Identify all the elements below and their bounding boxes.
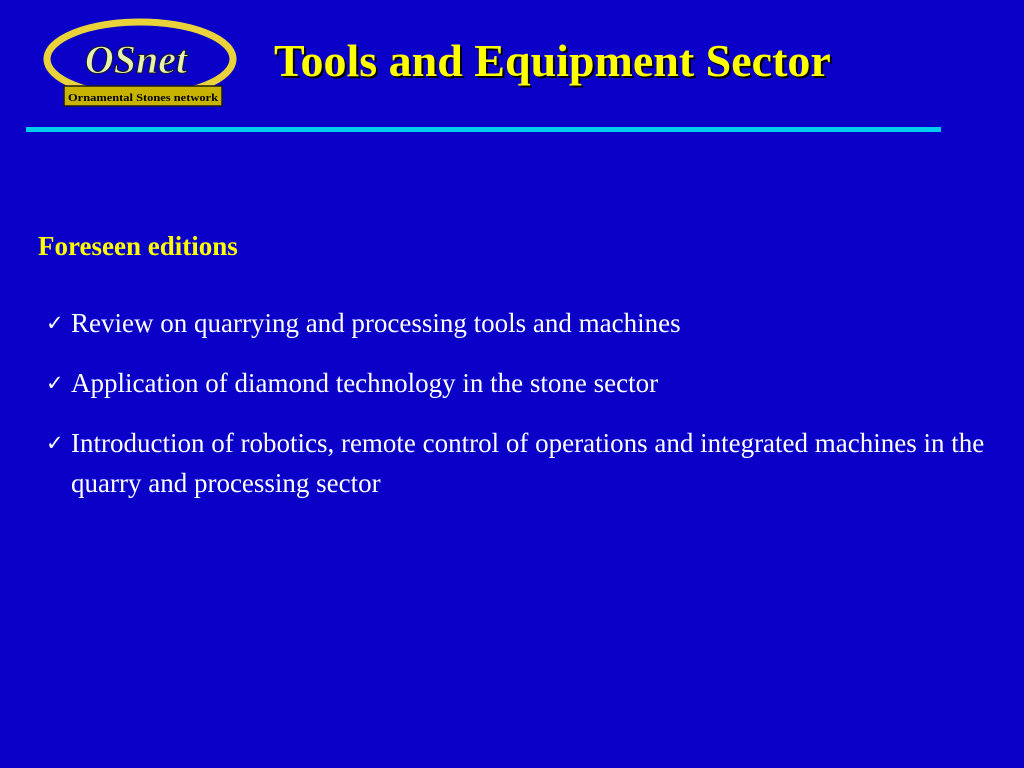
osnet-logo	[42, 18, 242, 112]
section-heading: Foreseen editions	[38, 231, 238, 261]
title-divider	[26, 127, 941, 132]
logo-tagline: Ornamental Stones network	[68, 93, 219, 104]
osnet-logo-graphic	[42, 18, 242, 112]
bullet-list	[46, 303, 1014, 523]
logo-wordmark: OSnet	[84, 37, 188, 82]
bullet-item	[46, 423, 1014, 503]
check-icon: ✓	[46, 311, 64, 335]
check-icon: ✓	[46, 371, 64, 395]
check-icon: ✓	[46, 431, 64, 455]
bullet-text: Review on quarrying and processing tools and machines	[71, 308, 681, 338]
slide-title: Tools and Equipment Sector	[274, 35, 831, 86]
bullet-item	[46, 363, 1014, 403]
bullet-text: Introduction of robotics, remote control of operations and integrated machines in the quarry and processing sector	[71, 428, 985, 498]
bullet-text: Application of diamond technology in the stone sector	[71, 368, 659, 398]
bullet-item	[46, 303, 1014, 343]
